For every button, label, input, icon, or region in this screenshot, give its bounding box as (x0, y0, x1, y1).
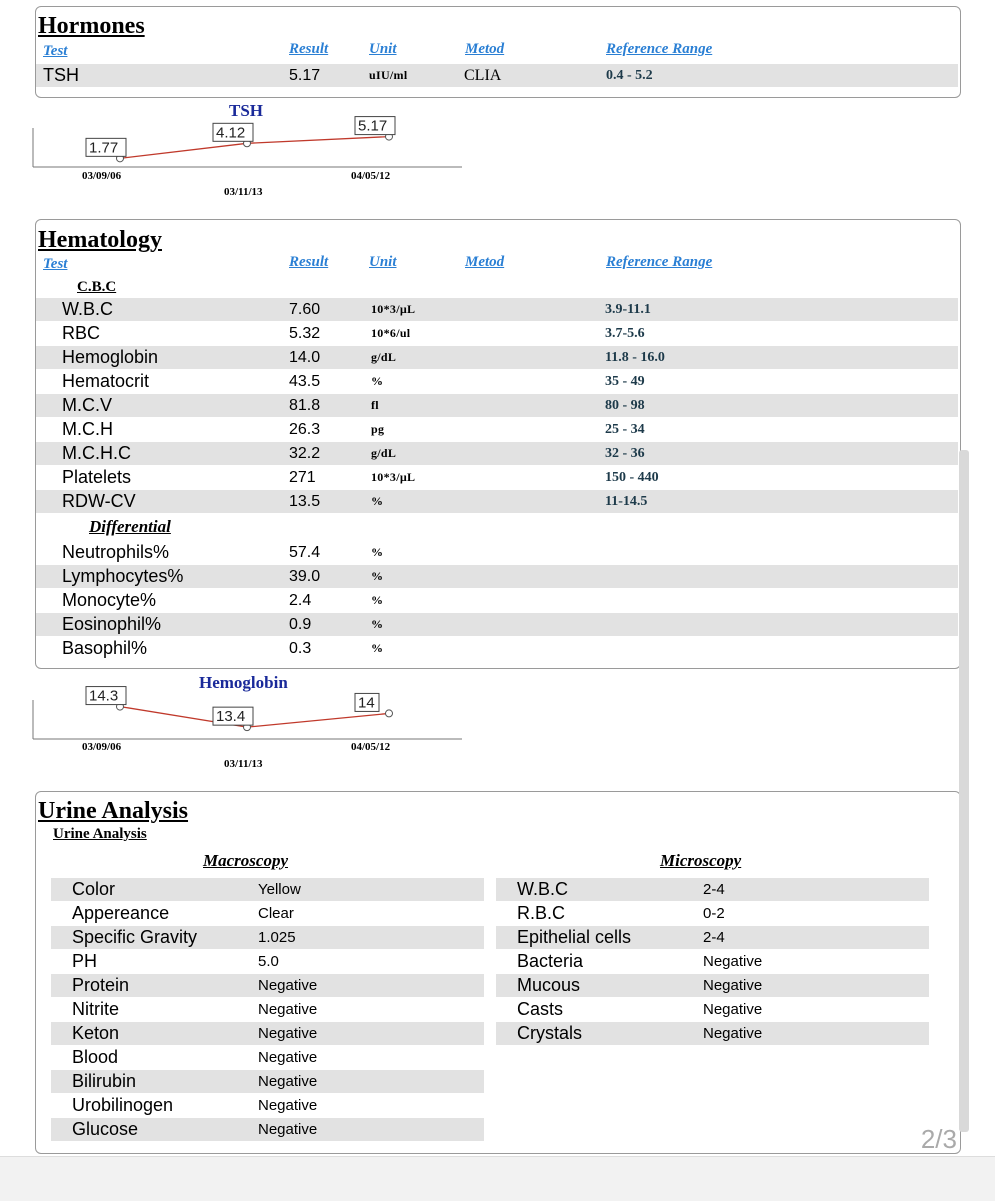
microscopy-item-value: Negative (703, 1025, 763, 1042)
table-row (36, 346, 958, 369)
tsh-series-segment (247, 137, 389, 144)
list-item (496, 902, 929, 925)
test-result: 14.0 (289, 349, 321, 366)
table-row (36, 541, 958, 564)
test-name: M.C.H.C (62, 443, 131, 463)
test-result: 0.3 (289, 640, 312, 657)
microscopy-item-label: Bacteria (517, 951, 584, 971)
list-item (496, 998, 929, 1021)
differential-label: Differential (89, 517, 171, 536)
hgb-tick-label: 03/11/13 (224, 758, 263, 770)
tsh-data-label: 4.12 (216, 124, 246, 142)
test-result: 5.32 (289, 325, 321, 342)
test-name: Basophil% (62, 638, 148, 658)
hematology-header-reference: Reference Range (606, 254, 713, 270)
tsh-series-segment (120, 143, 247, 158)
test-unit: % (371, 617, 384, 631)
list-item (51, 974, 484, 997)
test-reference: 11-14.5 (605, 494, 648, 509)
hematology-title: Hematology (38, 227, 162, 253)
table-row (36, 442, 958, 465)
hematology-header-result: Result (289, 254, 329, 270)
test-unit: g/dL (371, 350, 397, 364)
microscopy-item-value: Negative (703, 977, 763, 994)
hgb-tick-label: 03/09/06 (82, 741, 122, 753)
list-item (496, 1022, 929, 1045)
test-result: 0.9 (289, 616, 312, 633)
table-row (36, 322, 958, 345)
list-item (496, 926, 929, 949)
macroscopy-item-label: Bilirubin (72, 1071, 137, 1091)
table-row (36, 613, 958, 636)
hemoglobin-chart (0, 672, 470, 772)
test-unit: % (371, 593, 384, 607)
macroscopy-item-value: 1.025 (258, 929, 296, 946)
list-item (51, 950, 484, 973)
macroscopy-item-label: Keton (72, 1023, 120, 1043)
hgb-data-point (386, 710, 393, 717)
list-item (51, 878, 484, 901)
test-result: 271 (289, 469, 316, 486)
test-unit: 10*3/µL (371, 302, 416, 316)
page-indicator: 2/3 (920, 1124, 957, 1154)
tsh-tick-label: 04/05/12 (351, 170, 391, 182)
tsh-data-label: 5.17 (358, 117, 388, 135)
test-reference: 25 - 34 (605, 422, 645, 437)
macroscopy-item-value: Clear (258, 905, 294, 922)
tsh-chart (0, 100, 470, 200)
macroscopy-item-value: Negative (258, 1025, 318, 1042)
macroscopy-item-label: Glucose (72, 1119, 139, 1139)
microscopy-item-value: 2-4 (703, 881, 725, 898)
table-row (36, 637, 958, 660)
hgb-data-label: 14.3 (89, 687, 119, 705)
test-reference: 3.7-5.6 (605, 326, 645, 341)
bottom-toolbar (0, 1156, 995, 1201)
test-unit: fl (371, 398, 379, 412)
hormones-header-test: Test (43, 43, 68, 59)
test-name: Hematocrit (62, 371, 150, 391)
test-result: 7.60 (289, 301, 321, 318)
macroscopy-item-value: Negative (258, 1073, 318, 1090)
microscopy-item-value: Negative (703, 953, 763, 970)
urine-subtitle: Urine Analysis (53, 826, 147, 842)
test-result: 26.3 (289, 421, 321, 438)
microscopy-item-label: Epithelial cells (517, 927, 632, 947)
microscopy-item-value: 2-4 (703, 929, 725, 946)
test-unit: pg (371, 422, 385, 436)
test-reference: 11.8 - 16.0 (605, 350, 665, 365)
tsh-tick-label: 03/11/13 (224, 186, 263, 198)
test-reference: 3.9-11.1 (605, 302, 651, 317)
macroscopy-item-value: Negative (258, 1001, 318, 1018)
hematology-header-test: Test (43, 256, 68, 272)
hgb-data-label: 13.4 (216, 708, 246, 726)
test-name: M.C.V (62, 395, 113, 415)
urine-title: Urine Analysis (38, 798, 189, 824)
hematology-header-method: Metod (465, 254, 505, 270)
list-item (51, 1046, 484, 1069)
macroscopy-item-label: Urobilinogen (72, 1095, 174, 1115)
macroscopy-item-label: Color (72, 879, 116, 899)
microscopy-item-value: 0-2 (703, 905, 725, 922)
test-unit: % (371, 569, 384, 583)
microscopy-item-label: Casts (517, 999, 564, 1019)
microscopy-item-label: R.B.C (517, 903, 566, 923)
test-unit: uIU/ml (369, 68, 408, 82)
hgb-series-segment (247, 713, 389, 727)
cbc-label: C.B.C (77, 279, 117, 295)
macroscopy-item-label: Protein (72, 975, 130, 995)
test-result: 39.0 (289, 568, 321, 585)
test-result: 81.8 (289, 397, 321, 414)
test-unit: % (371, 374, 384, 388)
tsh-data-label: 1.77 (89, 139, 119, 157)
macroscopy-item-value: Yellow (258, 881, 301, 898)
hormones-header-method: Metod (465, 41, 505, 57)
hematology-header-unit: Unit (369, 254, 397, 270)
hormones-title: Hormones (38, 13, 145, 39)
table-row (36, 418, 958, 441)
test-name: Lymphocytes% (62, 566, 184, 586)
hgb-tick-label: 04/05/12 (351, 741, 391, 753)
microscopy-item-label: Crystals (517, 1023, 583, 1043)
list-item (51, 1022, 484, 1045)
list-item (51, 1070, 484, 1093)
list-item (51, 998, 484, 1021)
test-unit: % (371, 494, 384, 508)
hormones-header-reference: Reference Range (606, 41, 713, 57)
microscopy-item-label: W.B.C (517, 879, 569, 899)
list-item (51, 902, 484, 925)
table-row (36, 394, 958, 417)
table-row (36, 64, 958, 87)
macroscopy-item-value: Negative (258, 1121, 318, 1138)
microscopy-item-label: Mucous (517, 975, 581, 995)
test-unit: 10*3/µL (371, 470, 416, 484)
test-reference: 80 - 98 (605, 398, 645, 413)
hormones-header-unit: Unit (369, 41, 397, 57)
hormones-header-result: Result (289, 41, 329, 57)
macroscopy-label: Macroscopy (203, 851, 288, 870)
tsh-chart-title: TSH (229, 101, 264, 120)
test-name: Platelets (62, 467, 132, 487)
table-row (36, 490, 958, 513)
test-method: CLIA (464, 67, 502, 84)
test-unit: % (371, 545, 384, 559)
test-name: Hemoglobin (62, 347, 159, 367)
test-result: 13.5 (289, 493, 321, 510)
test-unit: g/dL (371, 446, 397, 460)
test-name: RDW-CV (62, 491, 136, 511)
macroscopy-item-label: Appereance (72, 903, 170, 923)
test-name: Monocyte% (62, 590, 157, 610)
test-unit: % (371, 641, 384, 655)
table-row (36, 298, 958, 321)
test-name: TSH (43, 65, 79, 85)
test-name: Neutrophils% (62, 542, 170, 562)
test-result: 32.2 (289, 445, 321, 462)
test-reference: 0.4 - 5.2 (606, 68, 653, 83)
test-name: Eosinophil% (62, 614, 162, 634)
tsh-tick-label: 03/09/06 (82, 170, 122, 182)
microscopy-item-value: Negative (703, 1001, 763, 1018)
test-result: 5.17 (289, 67, 321, 84)
test-reference: 35 - 49 (605, 374, 645, 389)
test-result: 57.4 (289, 544, 321, 561)
microscopy-label: Microscopy (660, 851, 742, 870)
macroscopy-item-label: Specific Gravity (72, 927, 198, 947)
test-unit: 10*6/ul (371, 326, 411, 340)
list-item (51, 1094, 484, 1117)
test-name: M.C.H (62, 419, 113, 439)
macroscopy-item-value: Negative (258, 1049, 318, 1066)
test-name: W.B.C (62, 299, 114, 319)
test-reference: 32 - 36 (605, 446, 645, 461)
scrollbar[interactable] (959, 450, 969, 1132)
test-name: RBC (62, 323, 101, 343)
table-row (36, 370, 958, 393)
list-item (496, 974, 929, 997)
macroscopy-item-label: Blood (72, 1047, 119, 1067)
table-row (36, 565, 958, 588)
list-item (51, 926, 484, 949)
macroscopy-item-label: PH (72, 951, 98, 971)
list-item (496, 950, 929, 973)
macroscopy-item-value: 5.0 (258, 953, 279, 970)
test-result: 2.4 (289, 592, 312, 609)
hgb-chart-title: Hemoglobin (199, 673, 288, 692)
list-item (496, 878, 929, 901)
hgb-data-label: 14 (358, 694, 375, 712)
macroscopy-item-value: Negative (258, 1097, 318, 1114)
macroscopy-item-label: Nitrite (72, 999, 120, 1019)
test-result: 43.5 (289, 373, 321, 390)
table-row (36, 466, 958, 489)
table-row (36, 589, 958, 612)
macroscopy-item-value: Negative (258, 977, 318, 994)
list-item (51, 1118, 484, 1141)
test-reference: 150 - 440 (605, 470, 659, 485)
